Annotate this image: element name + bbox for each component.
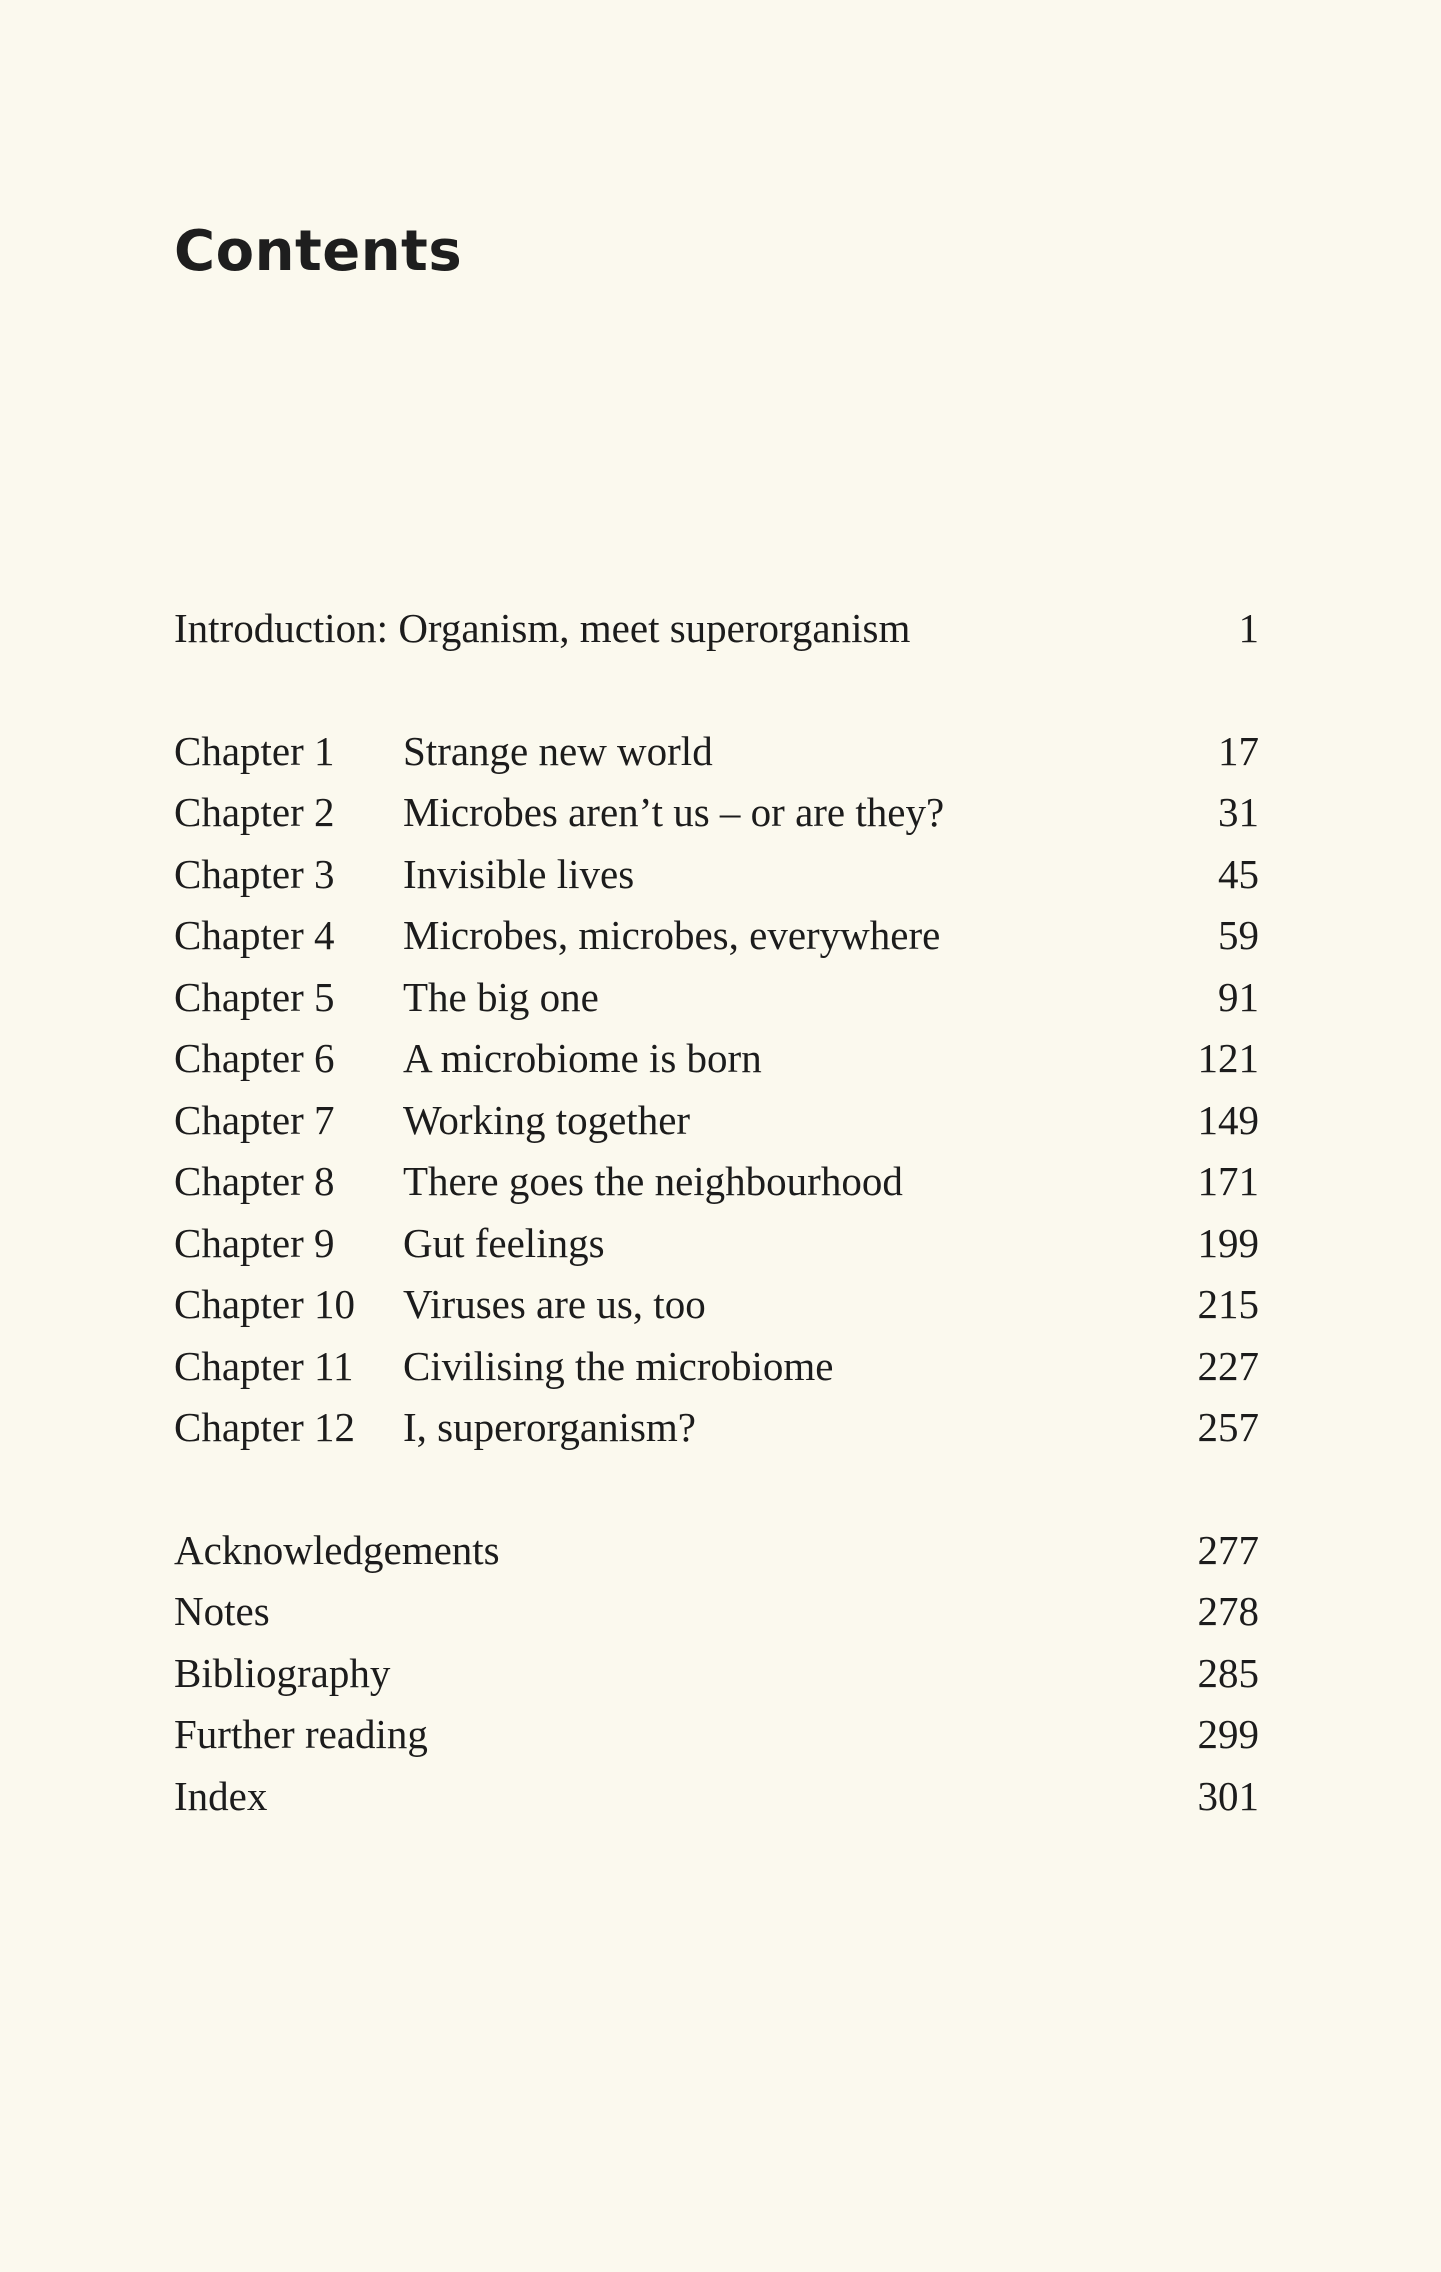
chapter-title: A microbiome is born	[403, 1035, 762, 1081]
page-number: 17	[1218, 728, 1259, 774]
page-number: 199	[1197, 1220, 1259, 1266]
chapter-label: Chapter 2	[174, 789, 335, 835]
page-number: 45	[1218, 851, 1259, 897]
toc-entry-chapter-4[interactable]	[0, 905, 1441, 965]
chapter-label: Chapter 12	[174, 1404, 356, 1450]
toc-entry-index[interactable]	[0, 1766, 1441, 1826]
chapter-title: Gut feelings	[403, 1220, 605, 1266]
toc-entry-chapter-1[interactable]	[0, 721, 1441, 781]
back-matter-title: Notes	[174, 1588, 270, 1634]
page-number: 285	[1197, 1650, 1259, 1696]
chapter-label: Chapter 11	[174, 1343, 354, 1389]
toc-entry-chapter-2[interactable]	[0, 782, 1441, 842]
toc-entry-chapter-12[interactable]	[0, 1397, 1441, 1457]
chapter-title: Microbes aren’t us – or are they?	[403, 789, 945, 835]
chapter-title: I, superorganism?	[403, 1404, 697, 1450]
page-number: 121	[1197, 1035, 1259, 1081]
back-matter-title: Index	[174, 1773, 268, 1819]
page-number: 227	[1197, 1343, 1259, 1389]
introduction-title: Introduction: Organism, meet superorganism	[174, 605, 911, 651]
chapter-label: Chapter 5	[174, 974, 335, 1020]
page-number: 171	[1197, 1158, 1259, 1204]
toc-entry-acknowledgements[interactable]	[0, 1520, 1441, 1580]
toc-entry-chapter-5[interactable]	[0, 967, 1441, 1027]
page-number: 91	[1218, 974, 1259, 1020]
toc-entry-chapter-7[interactable]	[0, 1090, 1441, 1150]
chapter-title: Invisible lives	[403, 851, 635, 897]
chapter-label: Chapter 6	[174, 1035, 335, 1081]
back-matter-title: Further reading	[174, 1711, 428, 1757]
toc-entry-chapter-9[interactable]	[0, 1213, 1441, 1273]
page-number: 299	[1197, 1711, 1259, 1757]
toc-entry-chapter-3[interactable]	[0, 844, 1441, 904]
chapter-title: Microbes, microbes, everywhere	[403, 912, 941, 958]
toc-entry-chapter-11[interactable]	[0, 1336, 1441, 1396]
chapter-title: Strange new world	[403, 728, 713, 774]
chapter-title: Civilising the microbiome	[403, 1343, 834, 1389]
chapter-title: There goes the neighbourhood	[403, 1158, 903, 1204]
page-number: 301	[1197, 1773, 1259, 1819]
page-number: 215	[1197, 1281, 1259, 1327]
chapter-label: Chapter 4	[174, 912, 335, 958]
toc-entry-chapter-6[interactable]	[0, 1028, 1441, 1088]
chapter-label: Chapter 8	[174, 1158, 335, 1204]
toc-entry-notes[interactable]	[0, 1581, 1441, 1641]
back-matter-title: Bibliography	[174, 1650, 391, 1696]
chapter-title: Viruses are us, too	[403, 1281, 706, 1327]
toc-entry-introduction[interactable]	[0, 598, 1441, 658]
chapter-title: The big one	[403, 974, 599, 1020]
page-number: 149	[1197, 1097, 1259, 1143]
page-number: 31	[1218, 789, 1259, 835]
page-number: 278	[1197, 1588, 1259, 1634]
page-number: 257	[1197, 1404, 1259, 1450]
chapter-label: Chapter 10	[174, 1281, 356, 1327]
page-title: Contents	[174, 219, 463, 284]
toc-entry-chapter-10[interactable]	[0, 1274, 1441, 1334]
back-matter-title: Acknowledgements	[174, 1527, 500, 1573]
chapter-label: Chapter 9	[174, 1220, 335, 1266]
chapter-label: Chapter 7	[174, 1097, 335, 1143]
toc-entry-further-reading[interactable]	[0, 1704, 1441, 1764]
toc-entry-chapter-8[interactable]	[0, 1151, 1441, 1211]
chapter-label: Chapter 3	[174, 851, 335, 897]
page-number: 1	[1238, 605, 1259, 651]
chapter-label: Chapter 1	[174, 728, 335, 774]
page-number: 277	[1197, 1527, 1259, 1573]
toc-entry-bibliography[interactable]	[0, 1643, 1441, 1703]
page-number: 59	[1218, 912, 1259, 958]
chapter-title: Working together	[403, 1097, 691, 1143]
